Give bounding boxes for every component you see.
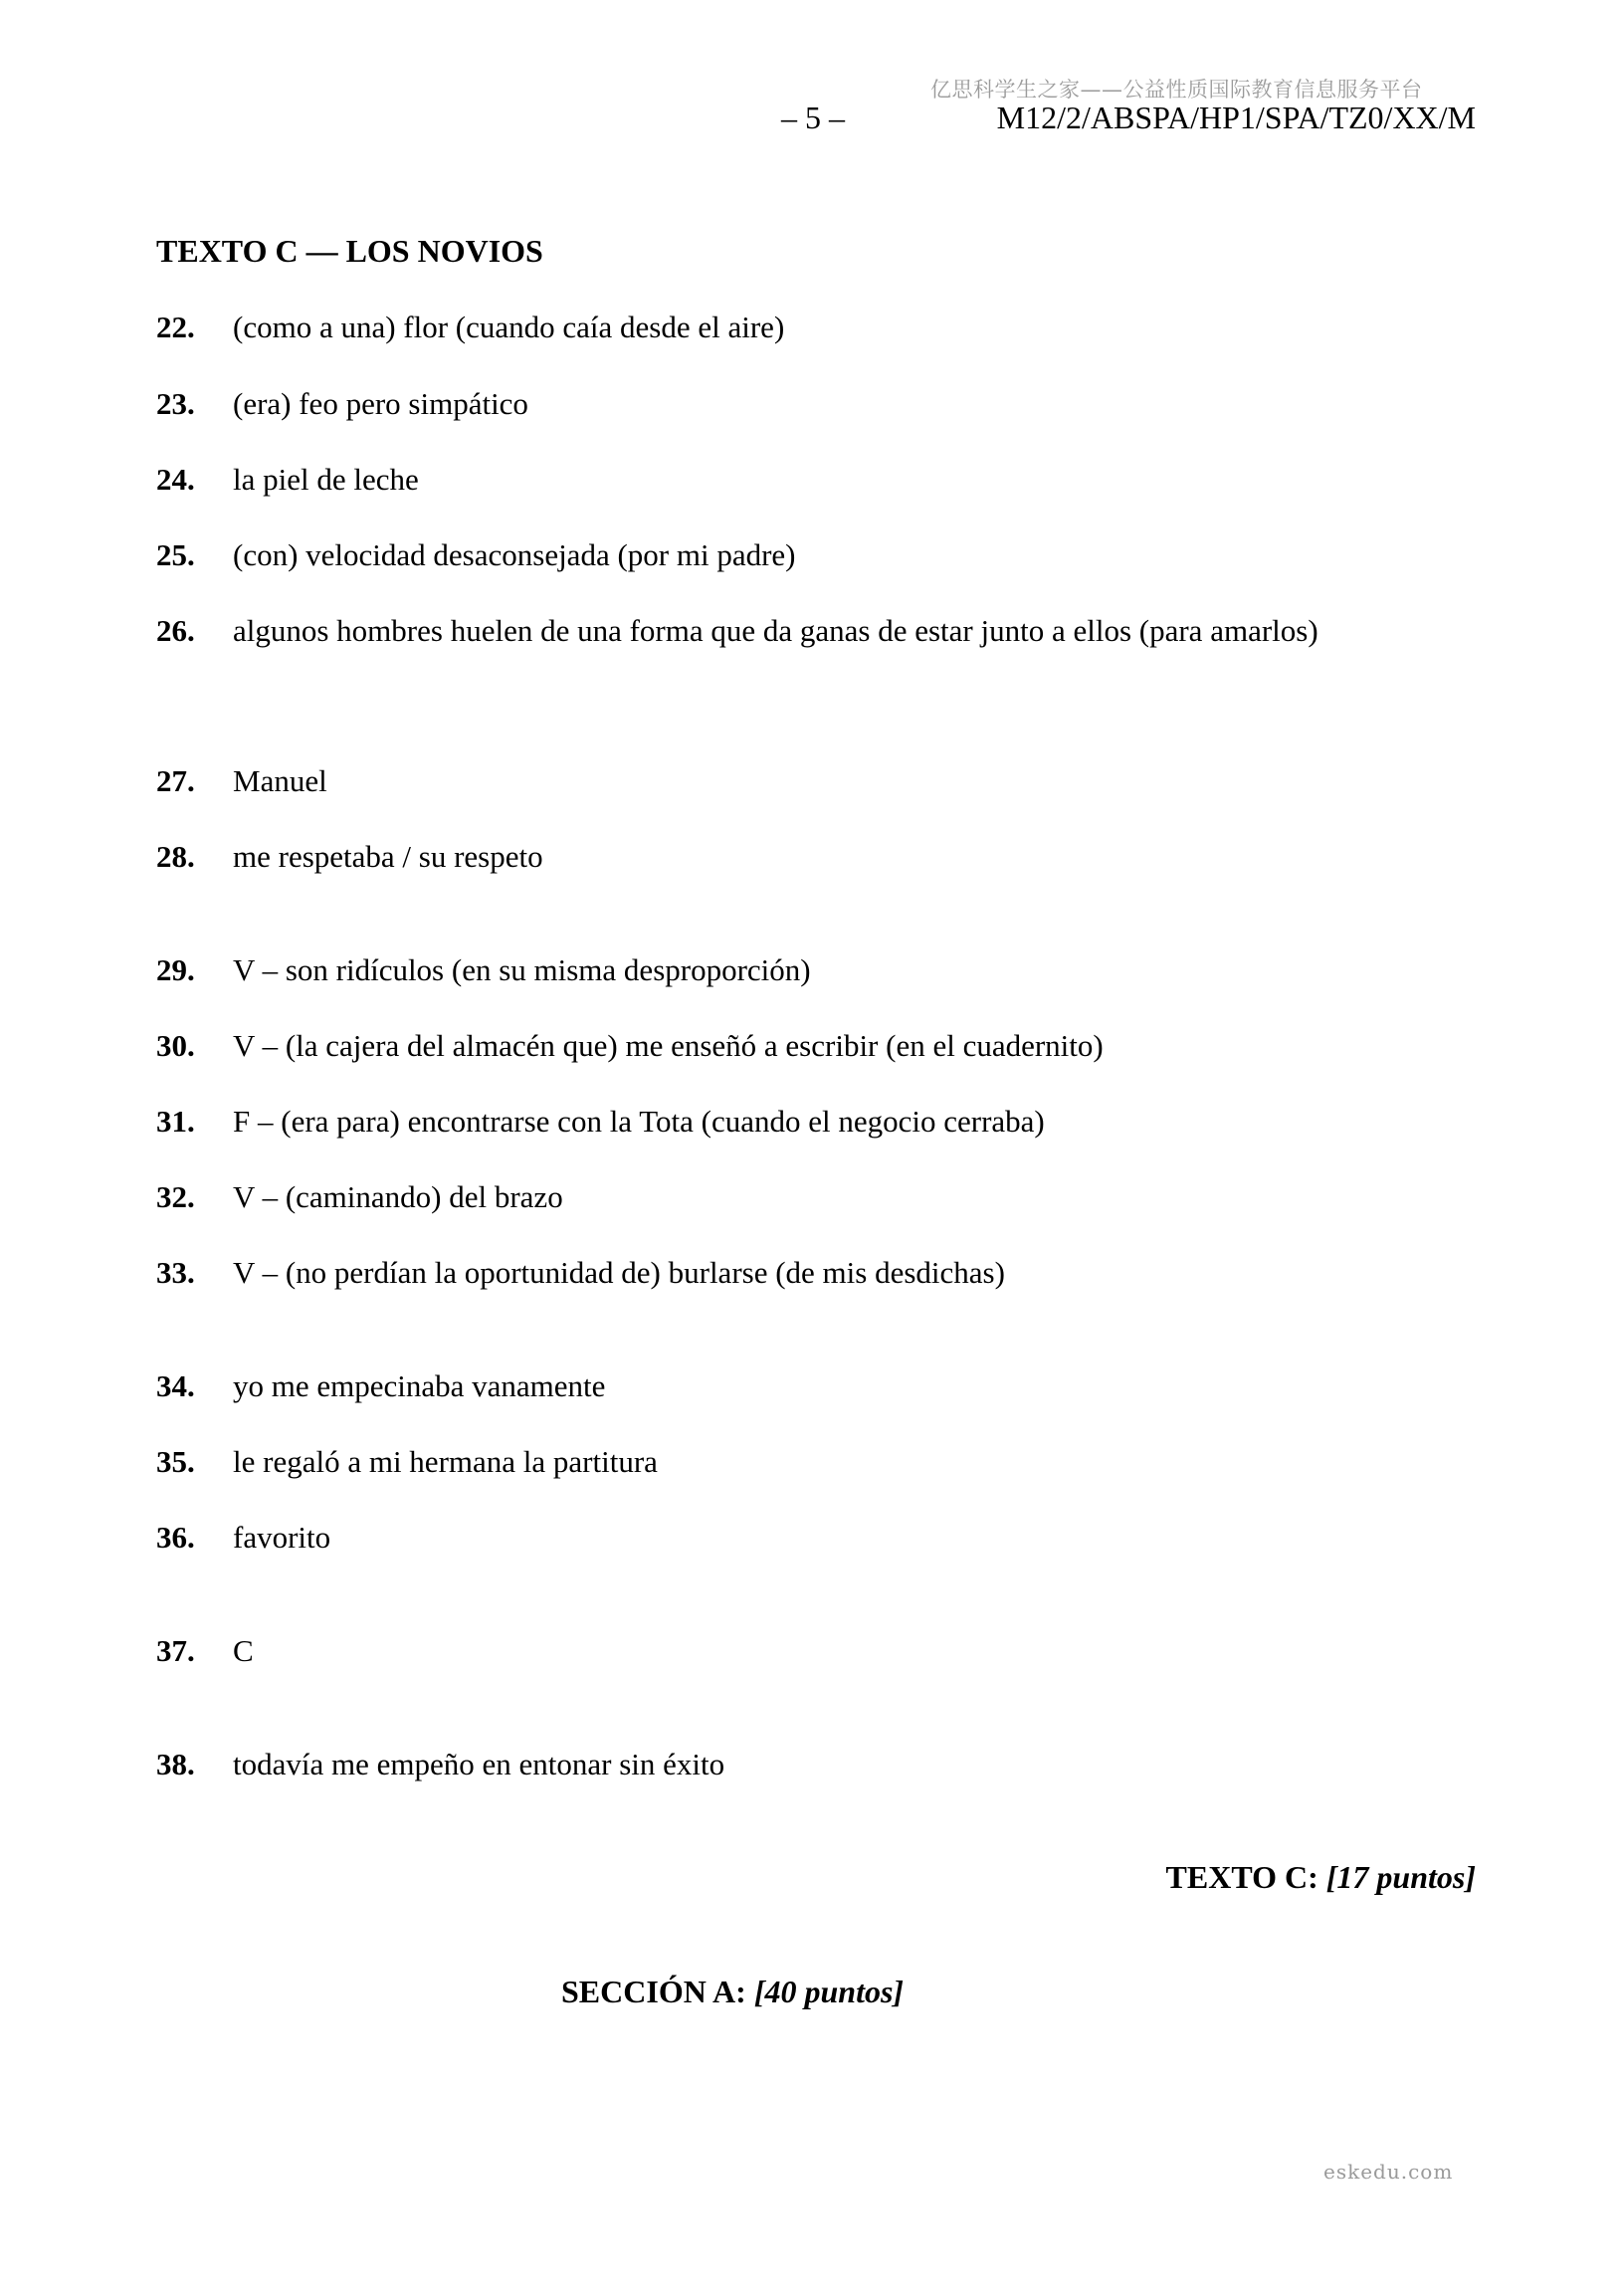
answer-text: Manuel xyxy=(233,763,327,798)
answer-text: favorito xyxy=(233,1520,331,1555)
seccion-total-points: [40 puntos] xyxy=(753,1974,905,2009)
answer-38 xyxy=(156,1746,1325,1783)
answer-number: 23. xyxy=(156,386,195,421)
answer-text: F – (era para) encontrarse con la Tota (cuando el negocio cerraba) xyxy=(233,1104,1045,1139)
answer-text: (como a una) flor (cuando caía desde el aire) xyxy=(233,310,785,344)
answer-number: 28. xyxy=(156,839,195,874)
answer-35 xyxy=(156,1443,1325,1481)
answer-text: V – son ridículos (en su misma desproporción) xyxy=(233,952,811,987)
answer-text: algunos hombres huelen de una forma que da ganas de estar junto a ellos (para amarlos) xyxy=(233,613,1318,648)
section-title: TEXTO C — LOS NOVIOS xyxy=(156,233,543,269)
answer-number: 38. xyxy=(156,1747,195,1781)
answer-text: la piel de leche xyxy=(233,462,419,497)
answer-number: 34. xyxy=(156,1368,195,1403)
watermark-top: 亿思科学生之家——公益性质国际教育信息服务平台 xyxy=(930,78,1423,102)
answer-26 xyxy=(156,612,1325,650)
answer-number: 36. xyxy=(156,1520,195,1555)
answer-number: 30. xyxy=(156,1028,195,1063)
answer-text: (con) velocidad desaconsejada (por mi padre) xyxy=(233,537,796,572)
answer-30 xyxy=(156,1027,1325,1065)
answer-22 xyxy=(156,309,1325,346)
answer-text: V – (caminando) del brazo xyxy=(233,1179,563,1214)
answer-text: (era) feo pero simpático xyxy=(233,386,528,421)
page-number: – 5 – xyxy=(781,100,845,135)
answer-text: me respetaba / su respeto xyxy=(233,839,543,874)
answer-text: todavía me empeño en entonar sin éxito xyxy=(233,1747,725,1781)
answer-text: V – (no perdían la oportunidad de) burlarse (de mis desdichas) xyxy=(233,1255,1005,1290)
answer-number: 31. xyxy=(156,1104,195,1139)
answer-23 xyxy=(156,385,1325,423)
answer-number: 32. xyxy=(156,1179,195,1214)
answer-27 xyxy=(156,762,1325,800)
answer-number: 26. xyxy=(156,613,195,648)
seccion-total-label: SECCIÓN A: xyxy=(561,1974,746,2009)
seccion-a-total xyxy=(561,1974,904,2010)
answer-number: 24. xyxy=(156,462,195,497)
texto-total-points: [17 puntos] xyxy=(1325,1859,1476,1895)
answer-number: 22. xyxy=(156,310,195,344)
answer-32 xyxy=(156,1178,1325,1216)
answer-number: 27. xyxy=(156,763,195,798)
answer-33 xyxy=(156,1254,1325,1292)
answer-36 xyxy=(156,1519,1325,1557)
answer-text: C xyxy=(233,1633,254,1668)
answer-34 xyxy=(156,1367,1325,1405)
answer-31 xyxy=(156,1103,1325,1141)
answer-25 xyxy=(156,536,1325,574)
answer-28 xyxy=(156,838,1325,876)
answer-number: 37. xyxy=(156,1633,195,1668)
answer-text: V – (la cajera del almacén que) me enseñó a escribir (en el cuadernito) xyxy=(233,1028,1104,1063)
texto-total-label: TEXTO C: xyxy=(1165,1859,1318,1895)
answer-number: 25. xyxy=(156,537,195,572)
answer-number: 29. xyxy=(156,952,195,987)
watermark-bottom: eskedu.com xyxy=(1323,2160,1454,2184)
answer-number: 33. xyxy=(156,1255,195,1290)
texto-c-total xyxy=(1166,1859,1476,1896)
document-reference: M12/2/ABSPA/HP1/SPA/TZ0/XX/M xyxy=(996,100,1476,135)
answer-37 xyxy=(156,1632,1325,1670)
answer-number: 35. xyxy=(156,1444,195,1479)
answer-text: le regaló a mi hermana la partitura xyxy=(233,1444,658,1479)
answer-text: yo me empecinaba vanamente xyxy=(233,1368,606,1403)
answer-29 xyxy=(156,951,1325,989)
answer-24 xyxy=(156,461,1325,499)
